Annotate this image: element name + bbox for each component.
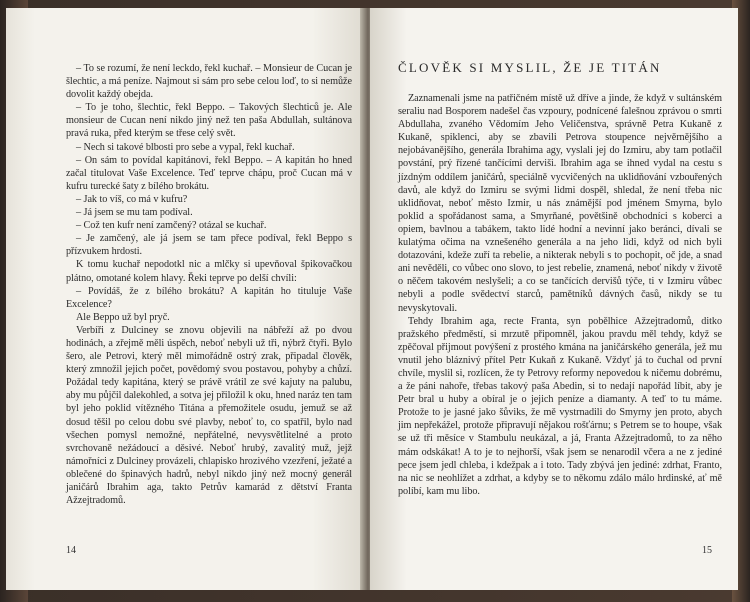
paragraph: – Povídáš, že z bílého brokátu? A kapitán ho tituluje Vaše Excelence? xyxy=(66,285,352,310)
paragraph: K tomu kuchař nepodotkl nic a mlčky si upevňoval špikovačkou plátno, omotané kolem hlavy. Řeki teprve po delší chvíli: xyxy=(66,259,352,284)
paragraph: – Jak to víš, co má v kufru? xyxy=(76,193,188,205)
right-page-text xyxy=(398,92,722,498)
paragraph: – Nech si takové blbosti pro sebe a vypal, řekl kuchař. xyxy=(76,141,295,153)
paragraph: – On sám to povídal kapitánovi, řekl Beppo. – A kapitán ho hned začal titulovat Vaše Excelence. Teď teprve chápu, proč Cucan má v kufru turecké šaty z bílého brokátu. xyxy=(66,154,352,192)
chapter-title: ČLOVĚK SI MYSLIL, ŽE JE TITÁN xyxy=(398,60,662,75)
paragraph: – Já jsem se mu tam podíval. xyxy=(76,207,193,219)
page-number-right: 15 xyxy=(702,545,712,556)
paragraph: – To se rozumí, že není leckdo, řekl kuchař. – Monsieur de Cucan je šlechtic, a má peníze. Najmout si sám pro sebe celou loď, to si nemůže dovolit každý obejda. xyxy=(66,63,352,101)
left-page xyxy=(6,8,366,590)
paragraph: Tehdy Ibrahim aga, recte Franta, syn pobělhice Ažzejtradomů, ditko pražského předměstí, si mrzutě připomněl, jakou pravdu měl tehdy, když se zpěčoval přijmout povýšení z prostého kmána na janičárského generála, jež mu vnutil jeho bláznivý přítel Petr Kukaň z Kukaně. Vždyť já to čuchal od první chvíle, myslil si, rozlícen, že ty Petrovy reformy nepovedou k ničemu dobrému, a že páni nahoře, třebas takový paša Abedin, si to nedají napořád líbit, aby je Petr bral u huby a obíral je o jejich peníze a diamanty. A teď to tu máme. Protože to je jasné jako šůviks, že mě vystrnadili do Smyrny jen proto, abych jim nepřekážel, protože připravují nějakou rošťárnu; s Petrem se to houpe, však se už tři měsíce v Stambulu neukázal, a já, Franta Ažzejtradomů, to za něho mám odskákat! A to je to nejhorší, však jsem se nenarodil včera a ne z jediné pece jsem jedl chleba, i kdežpak a i toto. Tady zbývá jen jediné: zdrhat, Franto, na nic se neohlížet a zdrhat, a kdyby se to někomu zdálo málo hrdinské, ať mě políbí, kam mu libo. xyxy=(398,315,722,497)
right-page xyxy=(370,8,738,590)
page-number-left: 14 xyxy=(66,545,76,556)
paragraph: – Je zamčený, ale já jsem se tam přece podíval, řekl Beppo s přízvukem hrdosti. xyxy=(66,233,352,258)
left-page-text xyxy=(66,62,352,507)
paragraph: – Což ten kufr není zamčený? otázal se kuchař. xyxy=(76,220,267,232)
paragraph: Ale Beppo už byl pryč. xyxy=(76,311,170,323)
paragraph: Zaznamenali jsme na patřičném místě už dříve a jinde, že když v sultánském seraliu nad Bosporem nadešel čas vzpoury, podnícené falešnou zprávou o smrti Abdullaha, zvaného Vědomím Jeho Veličenstva, správně Petra Kukaně z Kukaně, spiklenci, aby se zbavili Petrova stoupence nejvěrnějšího a nejobávanějšího, generála Ibrahima agy, vyslali jej do Izmiru, aby tam potlačil povstání, prý řízené tančícími derviši. Ibrahim aga se ihned vydal na cestu s jízdným oddílem janičárů, speciálně vycvičených na uklidňování vzbouřených davů, ale když do Izmiru se svými lidmi dospěl, shledal, že není třeba nic uklidňovat, neboť město Izmir, u nás známější pod jménem Smyrna, bylo poklid a spořádanost sama, a Smyrňané, povětšině obchodníci s koberci a opiem, bavlnou a tabákem, takto lidé hodní a nevinní jako beránci, dívali se kulatýma očima na vznešeného generála a na jeho lidi, když od nich byli dotazováni, kdeže zuří ta rebelie, a nikterak nebyli s to pochopit, oč jde, a snad ani nevěděli, co vůbec ono slovo, to jest rebelie, znamená, neboť nikdy v životě o něčem takovém neslyšeli; a co se tančících dervišů týče, ti v Izmiru vůbec nebyli a podle svědectví starců, pamětníků dávných časů, nikdy se tu nevyskytovali. xyxy=(398,93,722,314)
paragraph: – To je toho, šlechtic, řekl Beppo. – Takových šlechticů je. Ale monsieur de Cucan není nikdo jiný než ten paša Abdullah, sultánova pravá ruka, před kterým se třese celý svět. xyxy=(66,102,352,140)
paragraph: Verbíři z Dulciney se znovu objevili na nábřeží až po dvou hodinách, a zřejmě měli úspěch, neboť nebyli už tři, nýbrž čtyři. Bylo šero, ale Petrovi, který měl mimořádně ostrý zrak, připadal člověk, který zmnožil jejich počet, povědomý svou postavou, pohyby a chůzí. Požádal tedy kapitána, který se právě vrátil ze své kajuty na palubu, aby mu půjčil dalekohled, a sotva jej přiložil k oku, hned naráz ten tam byl jeho poklid vítězného Titána a přemožitele osudu, jemuž se až dosud těšil po celou dobu své plavby, neboť to, co spatřil, bylo nad všechen pomysl nemožné, nepřátelné, nevysvětlitelné a proto svrchovaně nežádoucí a děsivé. Neboť hrubý, zavalitý muž, jejž námořníci z Dulciney provázeli, chlapisko hrozivého vzezření, ježaté a oblečené do špinavých hadrů, nebyl nikdo jiný než mocný generál janičárů Ibrahim aga, takto Petrův kamarád z dětství Franta Ažzejtradomů. xyxy=(66,324,352,507)
